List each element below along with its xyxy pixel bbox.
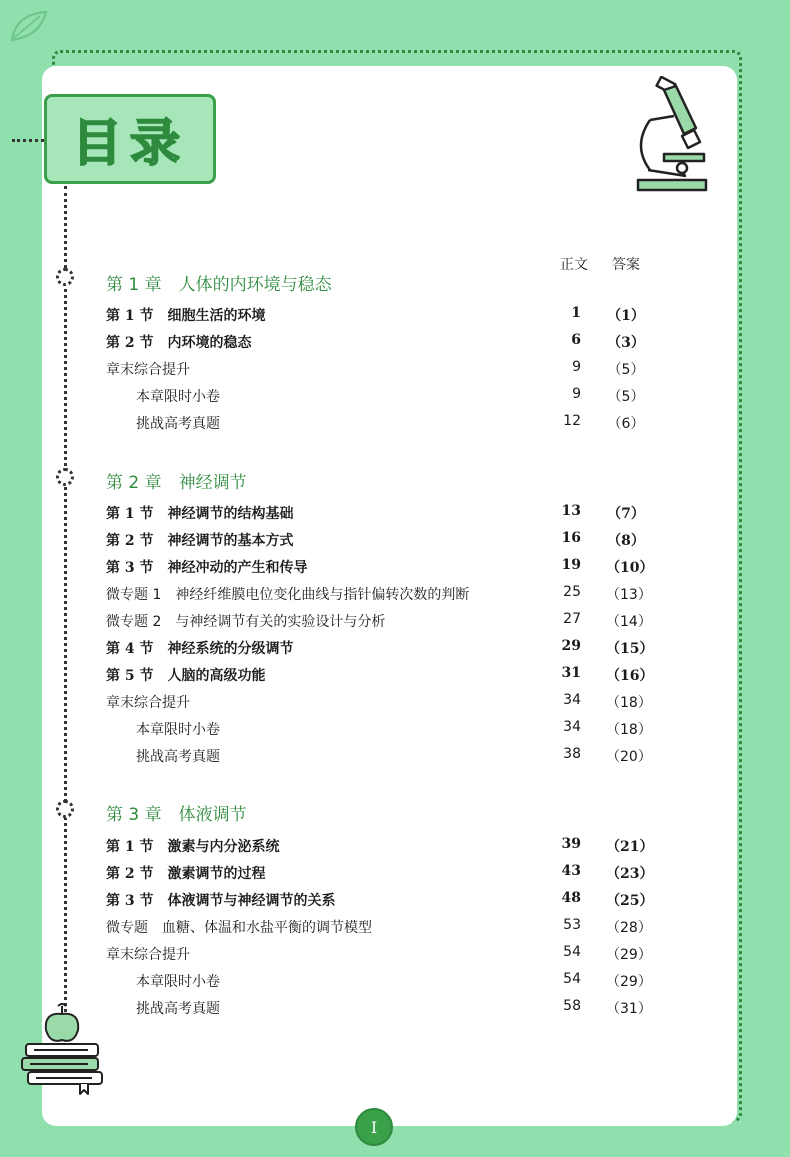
toc-answer-page: （13） (606, 587, 652, 603)
chapter-heading: 第 2 章 神经调节 (106, 473, 247, 493)
toc-label: 章末综合提升 (106, 947, 190, 963)
toc-label: 第 1 节 神经调节的结构基础 (106, 506, 294, 522)
toc-answer-page: （10） (606, 560, 654, 576)
chapter-heading: 第 3 章 体液调节 (106, 805, 247, 825)
toc-row[interactable] (106, 359, 646, 379)
toc-answer-page: （20） (606, 749, 652, 765)
toc-page: 38 (563, 746, 581, 762)
toc-row[interactable] (106, 584, 652, 604)
toc-page: 53 (563, 917, 581, 933)
toc-label: 本章限时小卷 (136, 389, 220, 405)
toc-page: 1 (571, 305, 581, 321)
toc-page: 9 (572, 359, 581, 375)
toc-row[interactable] (106, 503, 646, 523)
toc-row[interactable] (106, 890, 654, 910)
toc-row[interactable] (106, 557, 654, 577)
toc-label: 挑战高考真题 (136, 1001, 220, 1017)
toc-row[interactable] (106, 971, 652, 991)
toc-answer-page: （7） (607, 506, 645, 522)
toc-label: 挑战高考真题 (136, 416, 220, 432)
toc-answer-page: （28） (606, 920, 652, 936)
toc-page: 29 (561, 638, 581, 654)
toc-label: 本章限时小卷 (136, 974, 220, 990)
column-header-text: 正文 (560, 257, 588, 273)
toc-page: 58 (563, 998, 581, 1014)
timeline-node (56, 800, 74, 818)
toc-page: 16 (561, 530, 581, 546)
toc-answer-page: （31） (606, 1001, 652, 1017)
toc-page: 39 (561, 836, 581, 852)
toc-page: 12 (563, 413, 581, 429)
toc-row[interactable] (106, 665, 654, 685)
toc-page: 48 (561, 890, 581, 906)
toc-page: 13 (561, 503, 581, 519)
toc-page: 34 (563, 692, 581, 708)
timeline-node (56, 468, 74, 486)
toc-label: 挑战高考真题 (136, 749, 220, 765)
toc-answer-page: （14） (606, 614, 652, 630)
toc-label: 第 1 节 激素与内分泌系统 (106, 839, 280, 855)
toc-answer-page: （29） (606, 947, 652, 963)
toc-page: 43 (561, 863, 581, 879)
toc-label: 第 3 节 神经冲动的产生和传导 (106, 560, 308, 576)
chapter-heading: 第 1 章 人体的内环境与稳态 (106, 275, 332, 295)
timeline (64, 186, 67, 1036)
toc-row[interactable] (106, 611, 652, 631)
toc-label: 微专题 血糖、体温和水盐平衡的调节模型 (106, 920, 372, 936)
books-apple-icon (18, 1000, 110, 1096)
toc-row[interactable] (106, 944, 652, 964)
toc-answer-page: （21） (606, 839, 654, 855)
toc-answer-page: （25） (606, 893, 654, 909)
toc-row[interactable] (106, 719, 652, 739)
toc-row[interactable] (106, 530, 646, 550)
toc-row[interactable] (106, 917, 652, 937)
page-title: 目录 (72, 114, 188, 172)
leaf-icon (6, 6, 54, 46)
toc-page: 34 (563, 719, 581, 735)
toc-label: 本章限时小卷 (136, 722, 220, 738)
toc-label: 第 4 节 神经系统的分级调节 (106, 641, 294, 657)
toc-label: 第 1 节 细胞生活的环境 (106, 308, 266, 324)
toc-answer-page: （18） (606, 695, 652, 711)
toc-label: 第 2 节 内环境的稳态 (106, 335, 252, 351)
toc-page: 25 (563, 584, 581, 600)
toc-answer-page: （16） (606, 668, 654, 684)
toc-row[interactable] (106, 305, 646, 325)
page-number: I (355, 1108, 393, 1146)
toc-label: 章末综合提升 (106, 695, 190, 711)
toc-label: 第 5 节 人脑的高级功能 (106, 668, 266, 684)
toc-label: 章末综合提升 (106, 362, 190, 378)
toc-page: 9 (572, 386, 581, 402)
toc-answer-page: （29） (606, 974, 652, 990)
toc-row[interactable] (106, 413, 646, 433)
toc-row[interactable] (106, 692, 652, 712)
toc-row[interactable] (106, 386, 646, 406)
toc-page: 6 (571, 332, 581, 348)
column-header-answer: 答案 (612, 257, 640, 273)
title-connector (12, 139, 44, 142)
toc-row[interactable] (106, 836, 654, 856)
toc-page: 54 (563, 944, 581, 960)
toc-row[interactable] (106, 746, 652, 766)
toc-answer-page: （8） (607, 533, 645, 549)
toc-answer-page: （15） (606, 641, 654, 657)
toc-row[interactable] (106, 332, 646, 352)
timeline-node (56, 268, 74, 286)
title-box (44, 94, 216, 184)
toc-row[interactable] (106, 998, 652, 1018)
toc-label: 第 3 节 体液调节与神经调节的关系 (106, 893, 336, 909)
toc-answer-page: （5） (607, 362, 645, 378)
toc-label: 第 2 节 激素调节的过程 (106, 866, 266, 882)
toc-row[interactable] (106, 863, 654, 883)
toc-label: 第 2 节 神经调节的基本方式 (106, 533, 294, 549)
toc-page: 27 (563, 611, 581, 627)
toc-page: 19 (561, 557, 581, 573)
toc-row[interactable] (106, 638, 654, 658)
toc-page: 31 (561, 665, 581, 681)
microscope-icon (628, 76, 714, 198)
toc-answer-page: （1） (607, 308, 645, 324)
toc-answer-page: （23） (606, 866, 654, 882)
toc-answer-page: （6） (607, 416, 645, 432)
toc-label: 微专题 1 神经纤维膜电位变化曲线与指针偏转次数的判断 (106, 587, 470, 603)
toc-page: 54 (563, 971, 581, 987)
toc-answer-page: （18） (606, 722, 652, 738)
toc-label: 微专题 2 与神经调节有关的实验设计与分析 (106, 614, 386, 630)
toc-answer-page: （3） (607, 335, 645, 351)
toc-answer-page: （5） (607, 389, 645, 405)
